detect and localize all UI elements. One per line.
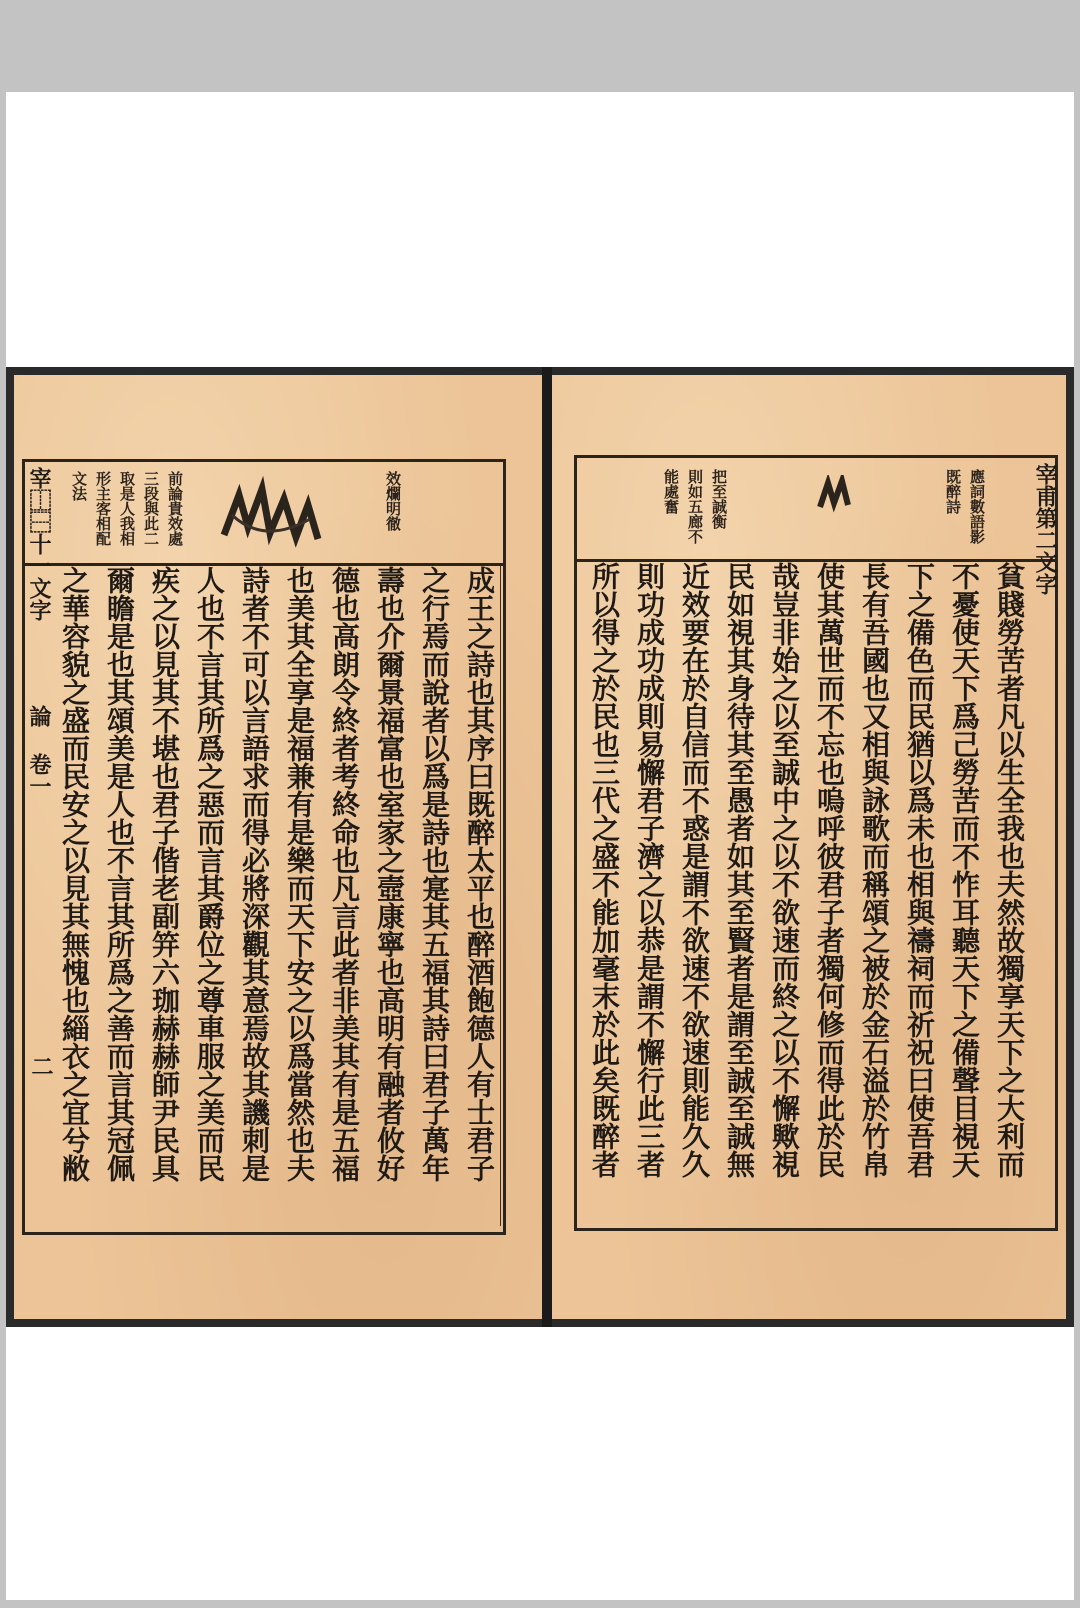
left-column-8: 疾之以見其不堪也君子偕老副笄六珈赫赫師尹民具 [148,566,181,1182]
left-headnote-4: 三段與此二 [142,471,160,546]
left-column-5: 也美其全享是福兼有是樂而天下安之以爲當然也夫 [283,566,316,1182]
left-headnote-right: 效爛明徹 [384,471,402,531]
ink-mark-seal [814,475,854,515]
left-column-4: 德也高朗令終者考終命也凡言此者非美其有是五福 [328,566,361,1182]
right-headnote-r1: 既醉詩 [944,469,962,514]
ink-smudge-seal [214,475,324,549]
right-headnote-l2: 則如五廊不 [686,469,704,544]
left-edge-page-number: 二 [28,1055,54,1077]
right-column-1: 貧賤勞苦者凡以生全我也夫然故獨享天下之大利而 [993,562,1026,1178]
right-column-9: 則功成功成則易懈君子濟之以恭是謂不懈行此三者 [633,562,666,1178]
right-column-8: 近效要在於自信而不惑是謂不欲速不欲速則能久久 [678,562,711,1178]
book-scan [6,367,1074,1327]
left-headnote-5: 前論貴效處 [166,471,184,546]
right-headnote-l3: 把至誠衡 [710,469,728,529]
right-headnote-r2: 應詞數語影 [968,469,986,544]
right-column-4: 長有吾國也又相與詠歌而稱頌之被於金石溢於竹帛 [858,562,891,1178]
right-headnote-l1: 能處奮 [662,469,680,514]
right-column-2: 不憂使天下爲己勞苦而不怍耳聽天下之備聲目視天 [948,562,981,1178]
right-text-block [580,562,1030,1222]
left-column-7: 人也不言其所爲之惡而言其爵位之尊車服之美而民 [193,566,226,1182]
right-column-5: 使其萬世而不忘也嗚呼彼君子者獨何修而得此於民 [813,562,846,1178]
left-edge-title: 宰⿰⿱⼗一文字 [26,467,52,621]
left-column-2: 之行焉而說者以爲是詩也寔其五福其詩曰君子萬年 [418,566,451,1182]
viewer-top-bar [0,0,1080,92]
right-column-10: 所以得之於民也三代之盛不能加毫末於此矣既醉者 [588,562,621,1178]
left-text-block [50,566,500,1226]
left-headnote-2: 形主客相配 [94,471,112,546]
left-page [14,375,542,1319]
right-column-3: 下之備色而民猶以爲未也相與禱祠而祈祝曰使吾君 [903,562,936,1178]
left-column-6: 詩者不可以言語求而得必將深觀其意焉故其譏刺是 [238,566,271,1182]
right-page [552,375,1066,1319]
left-edge-section: 論 卷一 [26,705,52,797]
left-headnote-3: 取是人我相 [118,471,136,546]
right-column-6: 哉豈非始之以至誠中之以不欲速而終之以不懈歟視 [768,562,801,1178]
left-column-10: 之華容貌之盛而民安之以見其無愧也緇衣之宜兮敝 [58,566,91,1182]
left-column-3: 壽也介爾景福富也室家之壼康寧也高明有融者攸好 [373,566,406,1182]
left-column-1: 成王之詩也其序曰既醉太平也醉酒飽德人有士君子 [463,566,496,1182]
right-edge-title: 宰甫第二文字 [1032,463,1058,595]
right-column-7: 民如視其身待其至愚者如其至賢者是謂至誠至誠無 [723,562,756,1178]
left-column-9: 爾瞻是也其頌美是人也不言其所爲之善而言其冠佩 [103,566,136,1182]
left-headnote-1: 文法 [70,471,88,501]
book-gutter [542,367,552,1327]
